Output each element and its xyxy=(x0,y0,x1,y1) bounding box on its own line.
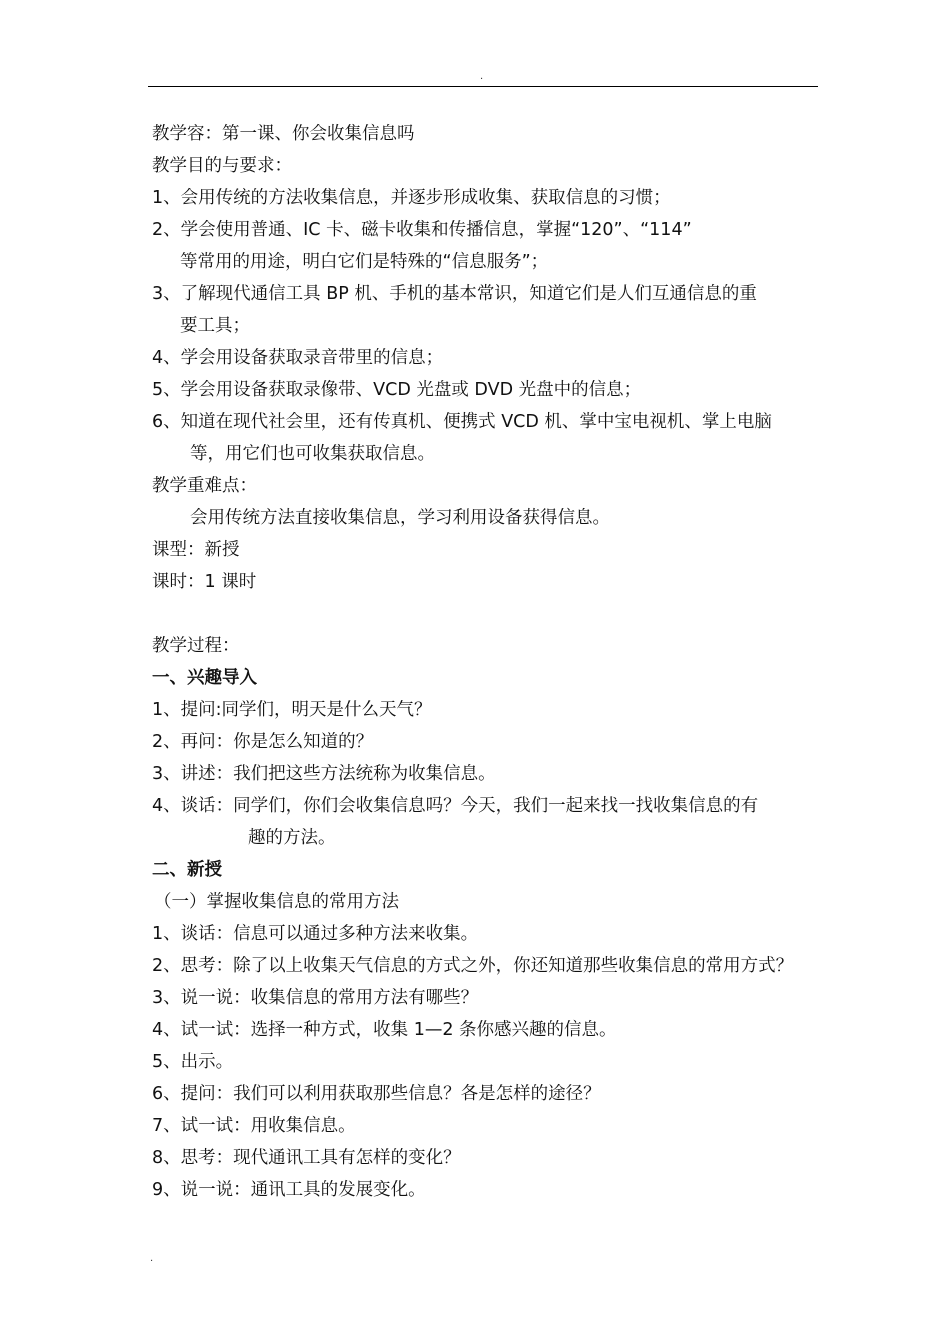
goal-item-3-continuation: 要工具； xyxy=(180,316,250,336)
section-2-item-2: 2、思考：除了以上收集天气信息的方式之外，你还知道那些收集信息的常用方式？ xyxy=(152,956,794,976)
key-points-heading: 教学重难点： xyxy=(152,476,257,496)
header-mark: . xyxy=(480,71,484,82)
goals-heading: 教学目的与要求： xyxy=(152,156,292,176)
goal-item-2: 2、学会使用普通、IC 卡、磁卡收集和传播信息，掌握“120”、“114” xyxy=(152,220,692,240)
lesson-title: 教学容：第一课、你会收集信息吗 xyxy=(152,124,415,144)
goal-item-2-continuation: 等常用的用途，明白它们是特殊的“信息服务”； xyxy=(180,252,549,272)
section-1-item-4: 4、谈话：同学们，你们会收集信息吗？今天，我们一起来找一找收集信息的有 xyxy=(152,796,759,816)
section-1-item-4-continuation: 趣的方法。 xyxy=(248,828,336,848)
section-1-title: 一、兴趣导入 xyxy=(152,668,257,688)
lesson-hours: 课时：1 课时 xyxy=(152,572,257,592)
goal-item-5: 5、学会用设备获取录像带、VCD 光盘或 DVD 光盘中的信息； xyxy=(152,380,642,400)
section-2-item-8: 8、思考：现代通讯工具有怎样的变化？ xyxy=(152,1148,461,1168)
goal-item-1: 1、会用传统的方法收集信息，并逐步形成收集、获取信息的习惯； xyxy=(152,188,671,208)
section-2-title: 二、新授 xyxy=(152,860,222,880)
section-2-item-5: 5、出示。 xyxy=(152,1052,234,1072)
goal-item-4: 4、学会用设备获取录音带里的信息； xyxy=(152,348,444,368)
footer-mark: . xyxy=(150,1253,154,1264)
paragraph-spacer xyxy=(152,598,824,630)
document-body xyxy=(152,118,824,1206)
section-1-item-3: 3、讲述：我们把这些方法统称为收集信息。 xyxy=(152,764,496,784)
section-1-item-1: 1、提问:同学们，明天是什么天气？ xyxy=(152,700,432,720)
section-2-item-6: 6、提问：我们可以利用获取那些信息？各是怎样的途径？ xyxy=(152,1084,601,1104)
section-2-item-1: 1、谈话：信息可以通过多种方法来收集。 xyxy=(152,924,479,944)
goal-item-3: 3、了解现代通信工具 BP 机、手机的基本常识，知道它们是人们互通信息的重 xyxy=(152,284,757,304)
section-2-item-4: 4、试一试：选择一种方式，收集 1—2 条你感兴趣的信息。 xyxy=(152,1020,617,1040)
section-2-subtitle: （一）掌握收集信息的常用方法 xyxy=(154,892,399,912)
key-points-text: 会用传统方法直接收集信息，学习利用设备获得信息。 xyxy=(190,508,610,528)
section-2-item-7: 7、试一试：用收集信息。 xyxy=(152,1116,356,1136)
goal-item-6-continuation: 等，用它们也可收集获取信息。 xyxy=(190,444,435,464)
lesson-type: 课型：新授 xyxy=(152,540,240,560)
goal-item-6: 6、知道在现代社会里，还有传真机、便携式 VCD 机、掌中宝电视机、掌上电脑 xyxy=(152,412,772,432)
section-2-item-9: 9、说一说：通讯工具的发展变化。 xyxy=(152,1180,426,1200)
section-1-item-2: 2、再问：你是怎么知道的？ xyxy=(152,732,374,752)
section-2-item-3: 3、说一说：收集信息的常用方法有哪些？ xyxy=(152,988,479,1008)
header-rule xyxy=(148,86,818,87)
process-heading: 教学过程： xyxy=(152,636,240,656)
